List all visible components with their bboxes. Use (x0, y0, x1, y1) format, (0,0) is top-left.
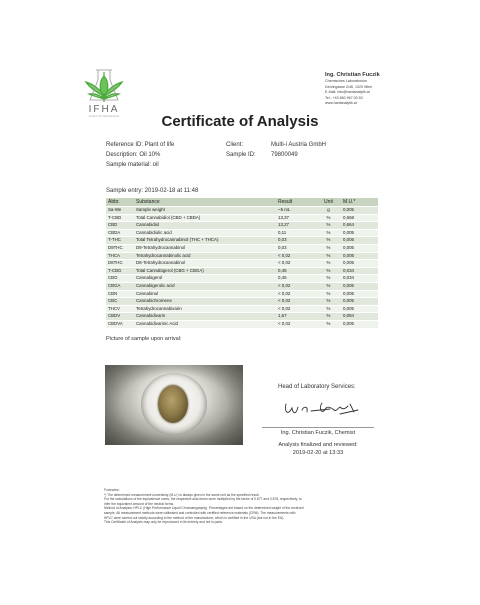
address-phone: Tel.: +43 660 967 00 53 (325, 95, 363, 100)
cell-substance: Cannabidivarin (134, 313, 276, 321)
cell-abbr: D8THC (106, 260, 134, 268)
cell-abbr: CBGA (106, 282, 134, 290)
cell-abbr: Sa-We (106, 207, 134, 215)
table-row (106, 244, 378, 252)
sample-meta-right (226, 140, 326, 160)
table-row (106, 237, 378, 245)
cell-abbr: THCV (106, 305, 134, 313)
cell-substance: Total Tetrahydrocannabinol (THC + THCA) (134, 237, 276, 245)
sample-photo (105, 365, 243, 445)
cell-abbr: T-CBD (106, 214, 134, 222)
cell-result: 0,45 (276, 275, 316, 283)
client-value: Multi-i Austria GmbH (271, 142, 327, 148)
table-header-row (106, 198, 378, 207)
lab-address (325, 71, 465, 107)
cell-unit: % (316, 313, 341, 321)
reference-id: Reference ID: Plant of life (106, 142, 175, 148)
table-row (106, 305, 378, 313)
cell-unit: % (316, 298, 341, 306)
address-website[interactable]: www.hanfanalytik.at (325, 101, 357, 106)
cell-abbr: CBC (106, 298, 134, 306)
cell-mu: 0,005 (341, 282, 378, 290)
table-row (106, 207, 378, 215)
cell-result: < 0,02 (276, 252, 316, 260)
footnotes (104, 488, 378, 525)
cell-abbr: CBDA (106, 229, 134, 237)
address-line: Chemisches Laboratorium (325, 79, 367, 83)
cell-mu: 0,005 (341, 252, 378, 260)
header-unit: Unit (316, 198, 341, 207)
cell-result: 0,03 (276, 237, 316, 245)
footnote-line: infer the equivalent amount of the neutral forms. (104, 501, 175, 506)
cell-abbr: CBDV (106, 313, 134, 321)
cell-substance: D8-Tetrahydrocannabinol (134, 260, 276, 268)
cell-result: < 0,02 (276, 320, 316, 328)
cell-mu: 0,005 (341, 305, 378, 313)
cell-substance: Sample weight (134, 207, 276, 215)
cell-result: ~5 mL (276, 207, 316, 215)
cell-substance: Cannabidiol (134, 222, 276, 230)
cell-result: 0,11 (276, 229, 316, 237)
header-abbr: Abbr. (106, 198, 134, 207)
table-row (106, 260, 378, 268)
table-row (106, 252, 378, 260)
cell-result: < 0,02 (276, 298, 316, 306)
finalized-date: 2019-02-20 at 13:33 (292, 450, 344, 456)
cell-substance: Cannabinol (134, 290, 276, 298)
cell-unit: % (316, 290, 341, 298)
cell-result: < 0,02 (276, 260, 316, 268)
cell-substance: D9-Tetrahydrocannabinol (134, 244, 276, 252)
cell-mu: 0,005 (341, 298, 378, 306)
description: Description: Oil 10% (106, 152, 161, 158)
cell-mu: 0,005 (341, 229, 378, 237)
cell-unit: % (316, 275, 341, 283)
cell-unit: % (316, 222, 341, 230)
footnote-line: Method of Analysis: HPLC (High Performance Liquid Chromatography). Percentages are based on the determined weight of the received (104, 506, 304, 511)
sample-id-label: Sample ID: (226, 152, 256, 158)
cell-substance: Cannabidivarinic Acid (134, 320, 276, 328)
footnote-line: Footnotes: (104, 488, 120, 492)
table-row (106, 267, 378, 275)
address-line: Dervingasse 2/46, 1020 Wien (325, 84, 373, 89)
cell-mu: 0,005 (341, 244, 378, 252)
sample-meta-left (106, 140, 174, 170)
cell-unit: % (316, 267, 341, 275)
cell-result: 13,27 (276, 222, 316, 230)
cell-unit: % (316, 305, 341, 313)
document-title: Certificate of Analysis (161, 113, 319, 130)
cell-substance: Cannabigerol (134, 275, 276, 283)
cell-unit: % (316, 252, 341, 260)
cell-substance: Cannabigerolic acid (134, 282, 276, 290)
logo-subtitle: Institut für Hanfanalytik (88, 115, 120, 118)
cell-abbr: THCA (106, 252, 134, 260)
cell-mu: 0,005 (341, 237, 378, 245)
cell-result: 0,03 (276, 244, 316, 252)
cell-mu: 0,034 (341, 275, 378, 283)
signature-icon (278, 396, 368, 424)
sample-entry: Sample entry: 2019-02-18 at 11:48 (106, 188, 199, 194)
cell-unit: % (316, 260, 341, 268)
cell-substance: Cannabidiolic acid (134, 229, 276, 237)
footnote-line: This Certificate of Analysis may only be reproduced in its entirety and not in parts. (104, 520, 223, 525)
cell-mu: 0,005 (341, 207, 378, 215)
results-table (106, 198, 378, 329)
cell-mu: 0,005 (341, 320, 378, 328)
cell-result: < 0,02 (276, 282, 316, 290)
header-mu: M.U.* (341, 198, 378, 207)
cell-abbr: CBD (106, 222, 134, 230)
cell-mu: 0,668 (341, 214, 378, 222)
picture-label: Picture of sample upon arrival: (106, 336, 182, 342)
table-row (106, 320, 378, 328)
cell-unit: % (316, 237, 341, 245)
results-table-body (106, 207, 378, 329)
footnote-line: sample. All measurement methods were calibrated and controlled with certified reference materials (CRM). The measurements with (104, 510, 296, 515)
cell-result: 1,67 (276, 313, 316, 321)
cell-abbr: T-THC (106, 237, 134, 245)
cell-abbr: CBDVA (106, 320, 134, 328)
cell-substance: Tetrahydrocannabinolic acid (134, 252, 276, 260)
cell-mu: 0,084 (341, 313, 378, 321)
cell-abbr: CBG (106, 275, 134, 283)
head-of-lab-label: Head of Laboratory Services: (278, 384, 356, 390)
cell-unit: g (316, 207, 341, 215)
footnote-line: HPLC were carried out strictly according to the method of the manufacturer, which is certified in the USA (but not in the EU). (104, 515, 285, 520)
cell-substance: Tetrahydrocannabivarin (134, 305, 276, 313)
table-row (106, 214, 378, 222)
table-row (106, 290, 378, 298)
cell-abbr: CBN (106, 290, 134, 298)
footnote-line: For the calculations of the equivalence sums, the respective acid-forms were multiplied by the factor of 0.877 and 0.878, respectively, to (104, 497, 302, 502)
lab-owner-name: Ing. Christian Fuczik (325, 72, 380, 78)
cell-mu: 0,034 (341, 267, 378, 275)
finalized-label: Analysis finalized and reviewed: (278, 442, 358, 448)
cell-mu: 0,005 (341, 260, 378, 268)
footnote-line: *) The determined measurement uncertainty (M.U.) is always given in the same unit as the specified result. (104, 492, 260, 497)
sample-material: Sample material: oil (106, 162, 159, 168)
cell-unit: % (316, 214, 341, 222)
cell-mu: 0,005 (341, 290, 378, 298)
logo-text: IFHA (88, 104, 120, 115)
cell-result: < 0,02 (276, 290, 316, 298)
header-substance: Substance (134, 198, 276, 207)
table-row (106, 275, 378, 283)
address-email[interactable]: E-Mail: info@hanfanalytik.at (325, 90, 370, 95)
table-row (106, 282, 378, 290)
sample-id-value: 79800049 (271, 152, 298, 158)
cell-substance: Total Cannabidiol (CBD + CBDA) (134, 214, 276, 222)
cell-unit: % (316, 244, 341, 252)
cell-result: 13,37 (276, 214, 316, 222)
cell-result: < 0,02 (276, 305, 316, 313)
cell-substance: Cannabichromene (134, 298, 276, 306)
client-label: Client: (226, 142, 244, 148)
cell-unit: % (316, 229, 341, 237)
table-row (106, 229, 378, 237)
cell-substance: Total Cannabigerol (CBG + CBGA) (134, 267, 276, 275)
cell-unit: % (316, 320, 341, 328)
table-row (106, 313, 378, 321)
chemist-name: Ing. Christian Fuczik, Chemist (280, 430, 356, 436)
header-result: Result (276, 198, 316, 207)
table-row (106, 298, 378, 306)
cell-abbr: D9THC (106, 244, 134, 252)
cell-abbr: T-CBG (106, 267, 134, 275)
table-row (106, 222, 378, 230)
cell-result: 0,45 (276, 267, 316, 275)
cell-unit: % (316, 282, 341, 290)
cell-mu: 0,664 (341, 222, 378, 230)
